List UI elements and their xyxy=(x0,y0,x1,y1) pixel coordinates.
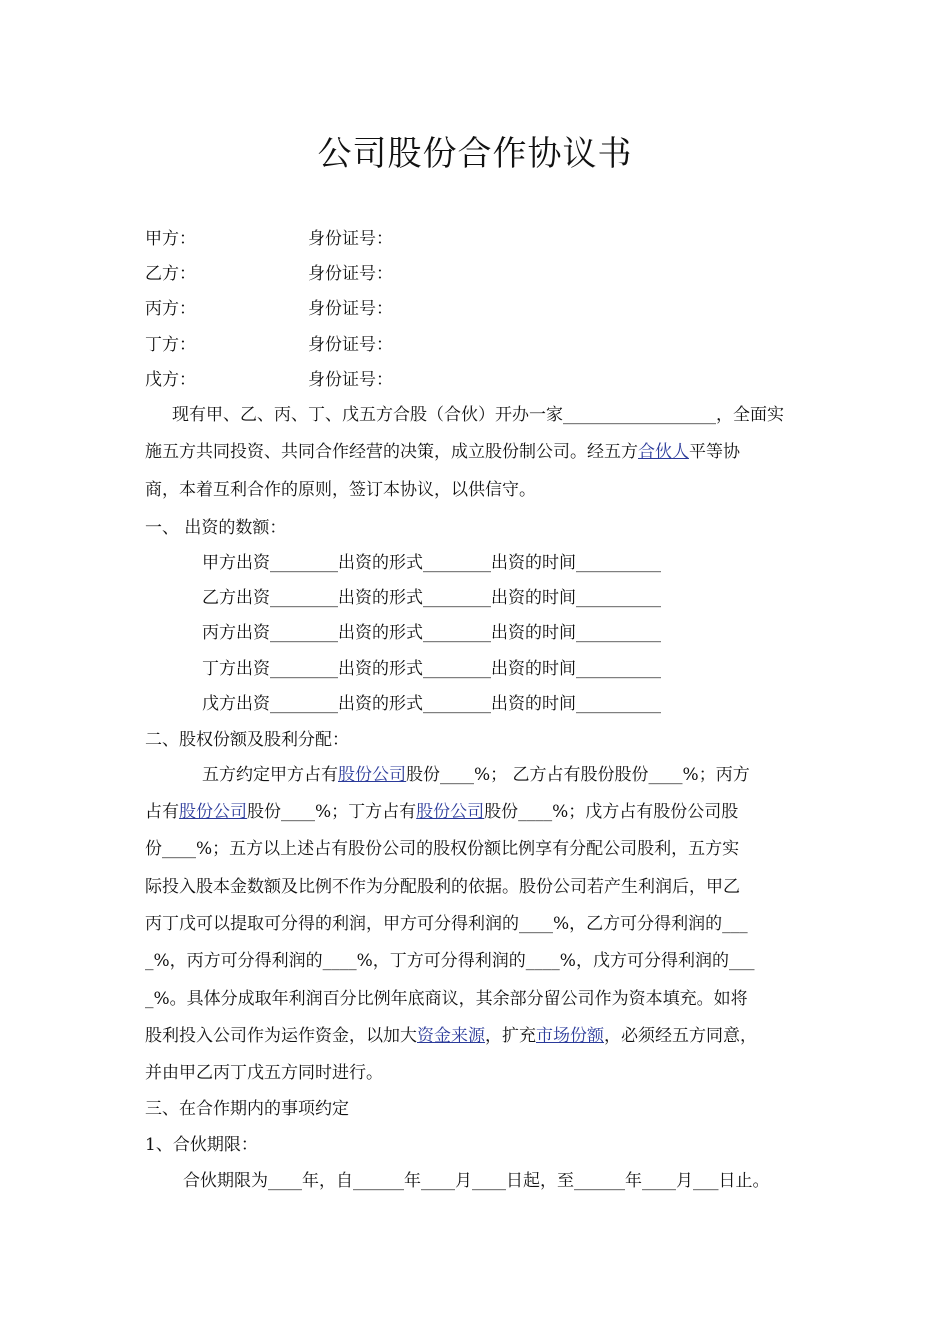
joint-stock-company-link[interactable]: 股份公司 xyxy=(179,802,247,822)
party-d-label: 丁方： xyxy=(145,335,196,355)
party-e-label: 戊方： xyxy=(145,370,196,390)
clause-text: 五方约定甲方占有 xyxy=(202,765,338,785)
party-a-label: 甲方： xyxy=(145,229,196,249)
clause-text: 占有 xyxy=(145,802,179,822)
intro-text: 施五方共同投资、共同合作经营的决策，成立股份制公司。经五方 xyxy=(145,442,638,462)
section-1-heading: 一、 出资的数额： xyxy=(145,518,287,538)
section-2-line-3: 份____%；五方以上述占有股份公司的股权份额比例享有分配公司股利，五方实 xyxy=(145,839,740,859)
document-title: 公司股份合作协议书 xyxy=(317,134,633,174)
contribution-row: 甲方出资________出资的形式________出资的时间__________ xyxy=(202,553,661,573)
party-e-id-label: 身份证号： xyxy=(308,370,393,390)
section-3-heading: 三、在合作期内的事项约定 xyxy=(145,1099,349,1119)
clause-text: 股份____%；丁方占有 xyxy=(247,802,417,822)
contribution-row: 乙方出资________出资的形式________出资的时间__________ xyxy=(202,588,661,608)
clause-text: 股份____%； 乙方占有股份股份____%；丙方 xyxy=(406,765,750,785)
partner-link[interactable]: 合伙人 xyxy=(638,442,689,462)
intro-line-1: 现有甲、乙、丙、丁、戊五方合股（合伙）开办一家__________________，全面实 xyxy=(172,405,784,425)
section-2-line-1 xyxy=(202,764,750,786)
partnership-term-line: 合伙期限为____年，自______年____月____日起，至______年____月___日止。 xyxy=(183,1171,770,1191)
section-2-heading: 二、股权份额及股利分配： xyxy=(145,730,349,750)
clause-text: 股利投入公司作为运作资金，以加大 xyxy=(145,1026,417,1046)
market-share-link[interactable]: 市场份额 xyxy=(536,1026,604,1046)
section-2-line-8 xyxy=(145,1025,757,1047)
contribution-row: 戊方出资________出资的形式________出资的时间__________ xyxy=(202,694,661,714)
intro-line-2 xyxy=(145,441,740,463)
section-2-line-9: 并由甲乙丙丁戊五方同时进行。 xyxy=(145,1063,383,1083)
intro-line-3: 商，本着互利合作的原则，签订本协议，以供信守。 xyxy=(145,480,536,500)
intro-text: 平等协 xyxy=(689,442,740,462)
party-b-label: 乙方： xyxy=(145,264,196,284)
party-c-id-label: 身份证号： xyxy=(308,299,393,319)
section-2-line-7: _%。具体分成取年利润百分比例年底商议，其余部分留公司作为资本填充。如将 xyxy=(145,989,748,1009)
party-a-id-label: 身份证号： xyxy=(308,229,393,249)
subsection-1-heading: 1、合伙期限： xyxy=(145,1135,258,1155)
section-2-line-2 xyxy=(145,801,738,823)
party-b-id-label: 身份证号： xyxy=(308,264,393,284)
capital-source-link[interactable]: 资金来源 xyxy=(417,1026,485,1046)
section-2-line-6: _%，丙方可分得利润的____%，丁方可分得利润的____%，戊方可分得利润的___ xyxy=(145,951,755,971)
clause-text: 股份____%；戊方占有股份公司股 xyxy=(484,802,739,822)
party-d-id-label: 身份证号： xyxy=(308,335,393,355)
contribution-row: 丁方出资________出资的形式________出资的时间__________ xyxy=(202,659,661,679)
clause-text: ，扩充 xyxy=(485,1026,536,1046)
contribution-row: 丙方出资________出资的形式________出资的时间__________ xyxy=(202,623,661,643)
section-2-line-5: 丙丁戊可以提取可分得的利润，甲方可分得利润的____%，乙方可分得利润的___ xyxy=(145,914,748,934)
section-2-line-4: 际投入股本金数额及比例不作为分配股利的依据。股份公司若产生利润后，甲乙 xyxy=(145,877,740,897)
clause-text: ，必须经五方同意， xyxy=(604,1026,757,1046)
joint-stock-company-link[interactable]: 股份公司 xyxy=(338,765,406,785)
party-c-label: 丙方： xyxy=(145,299,196,319)
joint-stock-company-link[interactable]: 股份公司 xyxy=(416,802,485,822)
